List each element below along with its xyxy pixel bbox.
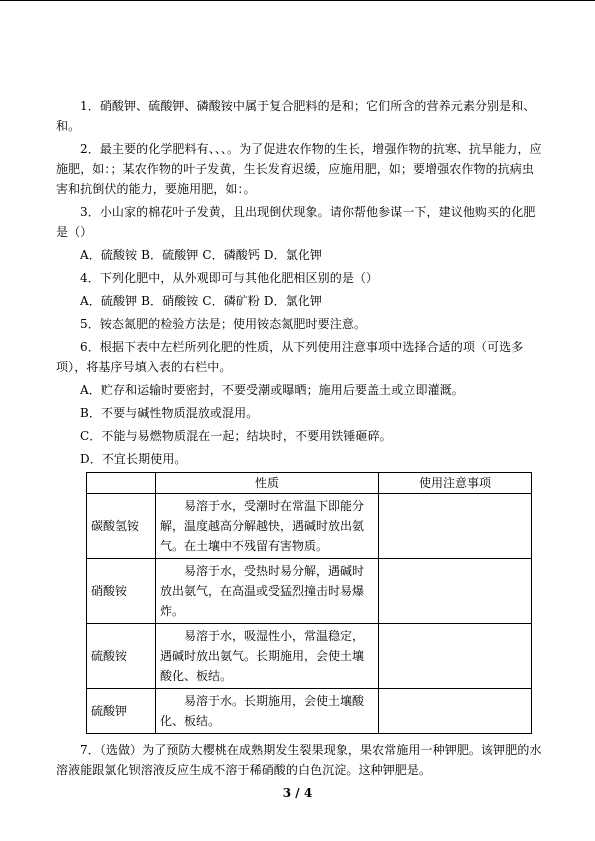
- table-header-name: [87, 473, 156, 494]
- option-b: B．不要与碱性物质混放或混用。: [80, 406, 259, 420]
- document-body: [56, 96, 545, 783]
- fertilizer-name: 硝酸铵: [87, 559, 156, 624]
- question-4-options: A．硫酸钾 B．硝酸铵 C．磷矿粉 D．氯化钾: [80, 294, 323, 308]
- table-row: [87, 494, 532, 559]
- table-row: [87, 689, 532, 734]
- question-3-options: A．硫酸铵 B．硫酸钾 C．磷酸钙 D．氯化钾: [80, 248, 323, 262]
- table-header-property: 性质: [156, 473, 379, 494]
- question-2: 2．最主要的化学肥料有、、、。为了促进农作物的生长，增强作物的抗寒、抗旱能力，应施肥，如：；某农作物的叶子发黄，生长发育迟缓，应施用肥，如；要增强农作物的抗病虫害和抗倒伏的能力，要施用肥，如：。: [56, 142, 542, 196]
- table-header-row: [87, 473, 532, 494]
- fertilizer-property: 易溶于水，受潮时在常温下即能分解，温度越高分解越快，遇碱时放出氨气。在土壤中不残留有害物质。: [156, 494, 379, 559]
- table-header-usage: 使用注意事项: [379, 473, 532, 494]
- fertilizer-property: 易溶于水，受热时易分解，遇碱时放出氨气，在高温或受猛烈撞击时易爆炸。: [156, 559, 379, 624]
- question-5: 5．铵态氮肥的检验方法是；使用铵态氮肥时要注意。: [80, 317, 367, 331]
- page-number: 3 / 4: [282, 786, 313, 800]
- option-d: D．不宜长期使用。: [80, 452, 187, 466]
- fertilizer-name: 硫酸钾: [87, 689, 156, 734]
- option-a: A．贮存和运输时要密封，不要受潮或曝晒；施用后要盖土或立即灌溉。: [80, 383, 464, 397]
- question-1: 1．硝酸钾、硫酸钾、磷酸铵中属于复合肥料的是和；它们所含的营养元素分别是和、和。: [56, 99, 536, 133]
- usage-answer-cell[interactable]: [379, 494, 532, 559]
- fertilizer-table: [86, 472, 532, 734]
- question-6: 6．根据下表中左栏所列化肥的性质，从下列使用注意事项中选择合适的项（可选多项），将基序号填入表的右栏中。: [56, 340, 524, 374]
- table-row: [87, 559, 532, 624]
- usage-answer-cell[interactable]: [379, 689, 532, 734]
- fertilizer-name: 碳酸氢铵: [87, 494, 156, 559]
- option-c: C．不能与易燃物质混在一起；结块时，不要用铁锤砸碎。: [80, 429, 392, 443]
- fertilizer-property: 易溶于水。长期施用，会使土壤酸化、板结。: [156, 689, 379, 734]
- usage-answer-cell[interactable]: [379, 624, 532, 689]
- header-rule: [0, 0, 595, 1]
- question-7: 7．（选做）为了预防大樱桃在成熟期发生裂果现象，果农常施用一种钾肥。该钾肥的水溶液能跟氯化钡溶液反应生成不溶于稀硝酸的白色沉淀。这种钾肥是。: [56, 743, 542, 777]
- question-4: 4．下列化肥中，从外观即可与其他化肥相区别的是（）: [80, 271, 379, 285]
- question-3: 3．小山家的棉花叶子发黄，且出现倒伏现象。请你帮他参谋一下，建议他购买的化肥是（）: [56, 205, 536, 239]
- usage-answer-cell[interactable]: [379, 559, 532, 624]
- fertilizer-property: 易溶于水，吸湿性小，常温稳定，遇碱时放出氨气。长期施用，会使土壤酸化、板结。: [156, 624, 379, 689]
- table-row: [87, 624, 532, 689]
- fertilizer-name: 硫酸铵: [87, 624, 156, 689]
